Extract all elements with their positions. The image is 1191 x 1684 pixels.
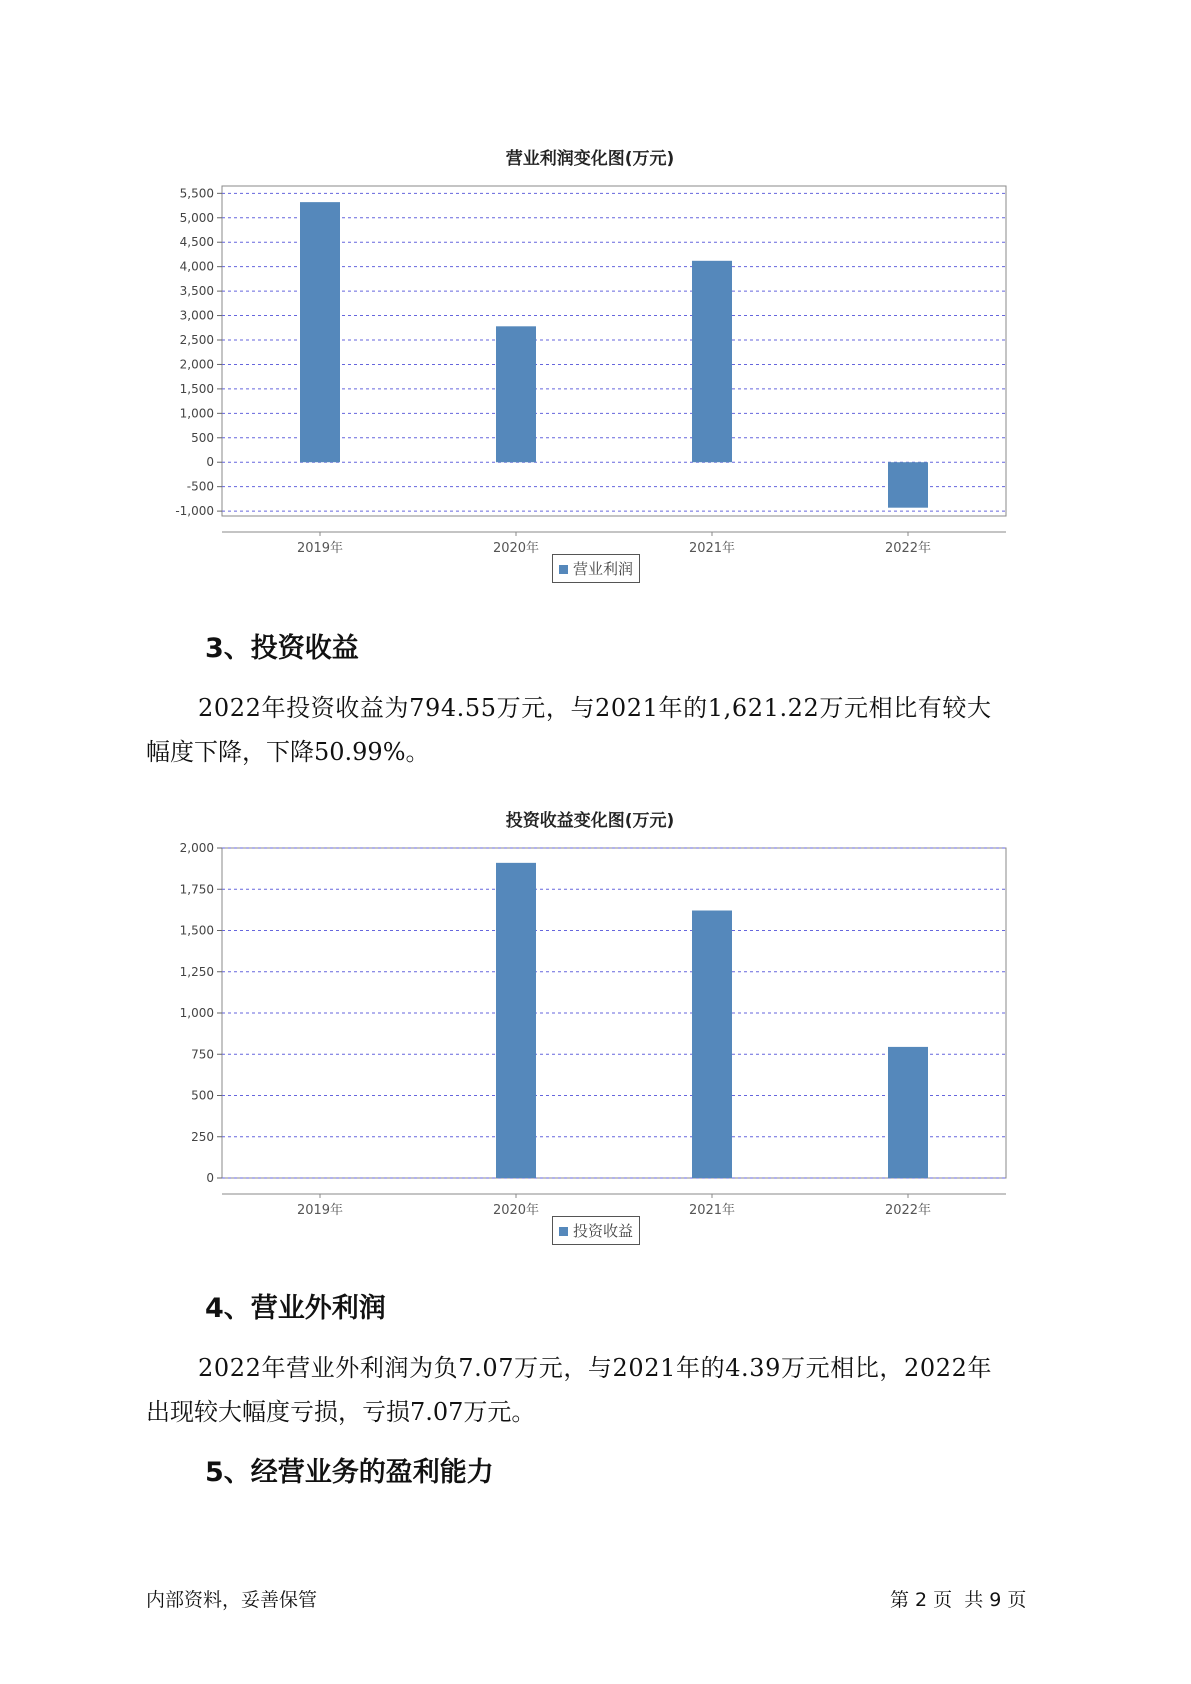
investment-income-chart	[160, 802, 1020, 1262]
y-tick-label: 2,000	[179, 357, 214, 372]
section-heading-non-operating: 4、营业外利润	[205, 1293, 386, 1324]
bar	[496, 326, 536, 462]
bar	[692, 910, 732, 1178]
x-tick-label: 2020年	[492, 541, 540, 556]
footer-page-number: 第 2 页 共 9 页	[890, 1589, 1027, 1611]
bar	[888, 1047, 928, 1178]
chart-legend	[552, 554, 640, 583]
y-tick-label: 2,500	[179, 333, 214, 347]
operating-profit-chart	[160, 140, 1020, 600]
y-tick-label: 750	[191, 1047, 214, 1062]
legend-label: 投资收益	[573, 1222, 634, 1240]
chart-title: 投资收益变化图(万元)	[505, 811, 675, 831]
x-tick-label: 2021年	[688, 541, 736, 556]
y-tick-label: 1,000	[179, 406, 214, 421]
non-operating-paragraph	[146, 1346, 1046, 1434]
y-tick-label: 500	[191, 430, 214, 445]
bar	[300, 202, 340, 462]
y-tick-label: 5,000	[179, 210, 214, 225]
footer-note: 内部资料，妥善保管	[146, 1589, 318, 1611]
y-tick-label: 0	[206, 455, 214, 470]
bar	[888, 462, 928, 507]
y-tick-label: 1,500	[179, 381, 214, 396]
y-tick-label: 3,000	[179, 308, 214, 323]
y-tick-label: 0	[206, 1171, 214, 1185]
y-tick-label: 1,750	[179, 882, 214, 897]
paragraph-line: 2022年投资收益为794.55万元，与2021年的1,621.22万元相比有较大	[198, 694, 992, 722]
y-tick-label: 5,500	[179, 186, 214, 201]
legend-swatch	[559, 1227, 568, 1236]
paragraph-line: 幅度下降，下降50.99%。	[146, 738, 430, 766]
y-tick-label: 1,250	[179, 964, 214, 979]
investment-paragraph	[146, 686, 1046, 774]
y-tick-label: -1,000	[175, 504, 214, 519]
x-tick-label: 2022年	[884, 1203, 932, 1218]
paragraph-line: 出现较大幅度亏损，亏损7.07万元。	[146, 1398, 536, 1426]
x-tick-label: 2022年	[884, 541, 932, 556]
y-tick-label: -500	[186, 479, 214, 494]
y-tick-label: 4,000	[179, 259, 214, 274]
bar	[496, 863, 536, 1178]
chart-title: 营业利润变化图(万元)	[505, 149, 675, 169]
y-tick-label: 4,500	[179, 235, 214, 250]
y-tick-label: 1,500	[179, 923, 214, 938]
x-tick-label: 2021年	[688, 1203, 736, 1218]
x-tick-label: 2020年	[492, 1203, 540, 1218]
investment-income-plot	[160, 842, 1020, 1262]
section-heading-investment: 3、投资收益	[205, 633, 359, 664]
y-tick-label: 250	[191, 1129, 214, 1144]
legend-label: 营业利润	[573, 560, 634, 578]
chart-legend	[552, 1216, 640, 1245]
paragraph-line: 2022年营业外利润为负7.07万元，与2021年的4.39万元相比，2022年	[198, 1354, 993, 1382]
x-tick-label: 2019年	[296, 1203, 344, 1218]
bar	[692, 261, 732, 462]
y-tick-label: 1,000	[179, 1006, 214, 1020]
legend-swatch	[559, 565, 568, 574]
x-tick-label: 2019年	[296, 541, 344, 556]
y-tick-label: 3,500	[179, 284, 214, 299]
y-tick-label: 500	[191, 1088, 214, 1103]
operating-profit-plot	[160, 180, 1020, 600]
y-tick-label: 2,000	[179, 842, 214, 855]
section-heading-profitability: 5、经营业务的盈利能力	[205, 1457, 494, 1488]
